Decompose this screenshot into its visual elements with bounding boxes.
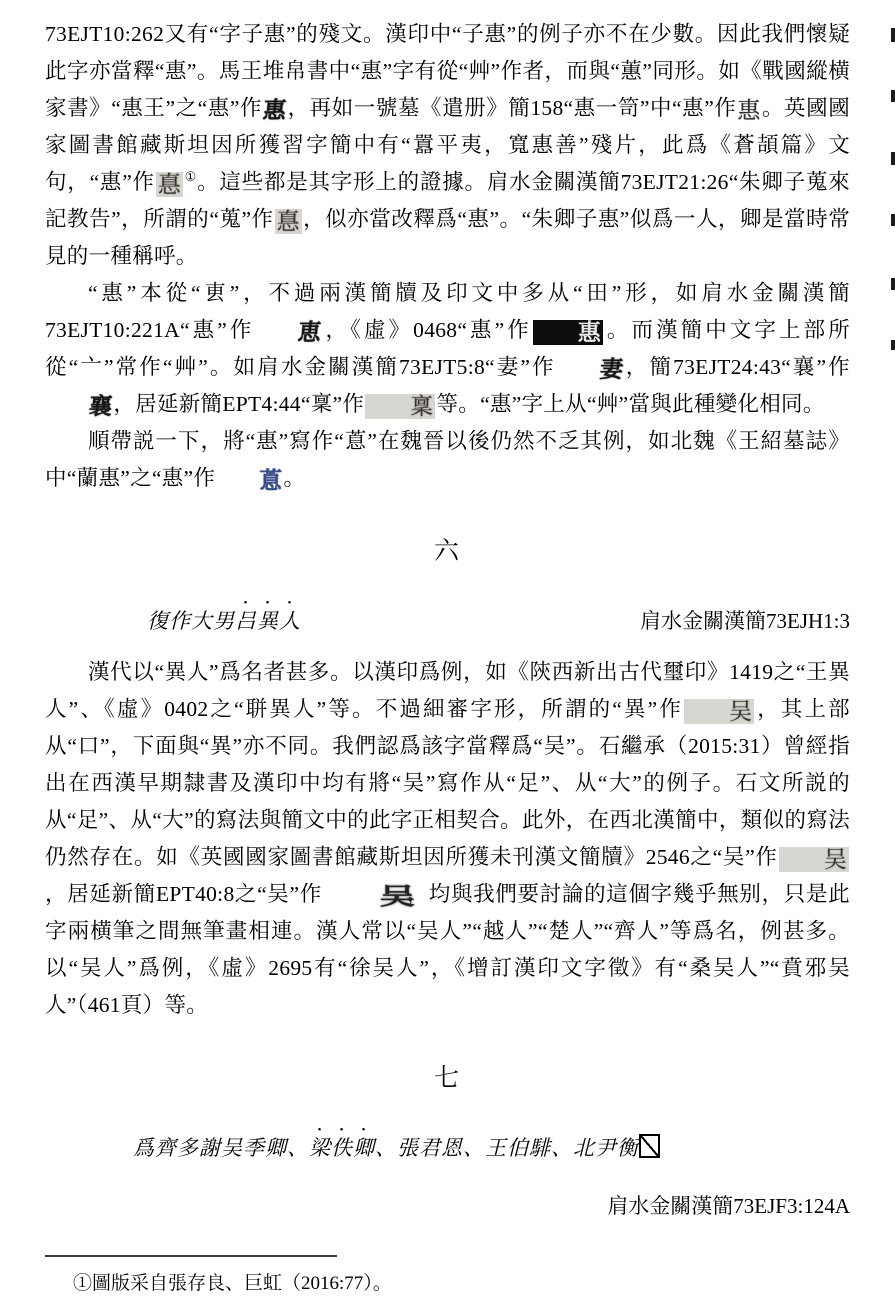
ancient-glyph-image: 惠 [261,98,288,123]
ancient-glyph-image: 惠 [737,98,761,123]
text-run: 漢代以“異人”爲名者甚多。以漢印爲例，如《陝西新出古代璽印》1419之“王異人”、《虛》0402之“聠異人”等。不過細審字形，所謂的“異”作 [45,660,850,721]
ancient-glyph-image: 襄 [87,394,114,419]
missing-character-box [639,1134,660,1158]
ancient-glyph-image: 吴 [684,699,754,724]
text-run: 順帶説一下，將“惠”寫作“蒠”在魏晉以後仍然不乏其例，如北魏《王紹墓誌》中“蘭惠”之“惠”作 [45,429,850,490]
scan-artifact [891,152,895,165]
paragraph-wei-jin-note [45,423,850,497]
emphasized-name: 梁佚卿 [309,1136,375,1160]
scan-artifact [891,90,895,102]
text-run: 。英國國家圖書館藏斯坦因所獲習字簡中有“囂平夷，寬惠善”殘片，此爲《蒼頡篇》文句，“惠”作 [45,96,850,194]
slip-reference: 肩水金關漢簡73EJH1:3 [640,609,850,633]
text-run: ，均與我們要討論的這個字幾乎無别，只是此字兩横筆之間無筆畫相連。漢人常以“吴人”“越人”“楚人”“齊人”等爲名，例甚多。以“吴人”爲例，《虛》2695有“徐吴人”，《增訂漢印文字徵》有“桑吴人”“賁邪吴人”（461頁）等。 [45,882,850,1017]
scan-artifact [891,278,895,290]
paragraph-hui-forms [45,275,850,423]
text-run: 爲齊多謝吴季卿、 [133,1136,309,1160]
text-run: 、張君恩、王伯騑、北尹衡 [375,1136,639,1160]
text-run: 73EJT10:262又有“字子惠”的殘文。漢印中“子惠”的例子亦不在少數。因此我們懷疑此字亦當釋“惠”。馬王堆帛書中“惠”字有從“艸”作者，而與“蕙”同形。如《戰國縱横家書》“惠王”之“惠”作 [45,22,850,120]
footnote-text: ①圖版采自張存良、巨虹（2016:77）。 [73,1273,392,1294]
ancient-glyph-image: 惪 [157,172,182,197]
ancient-glyph-image-blue: 蒠 [259,468,283,493]
scan-artifact [891,340,895,350]
paragraph-yiren-discussion [45,654,850,1024]
text-run: 。 [283,466,306,490]
emphasized-name: 吕異人 [235,609,301,633]
text-run: “惠”本從“叀”，不過兩漢簡牘及印文中多从“田”形，如肩水金關漢簡73EJT10:221A“惠”作 [45,281,850,342]
text-run: 等。“惠”字上从“艸”當與此種變化相同。 [436,392,825,416]
ancient-glyph-image: 妻 [598,357,625,382]
text-run: ，似亦當改釋爲“惠”。“朱卿子惠”似爲一人，卿是當時常見的一種稱呼。 [45,207,850,268]
seal-impression-image: 惠 [533,320,603,345]
text-run: ，簡73EJT24:43“襄”作 [623,355,850,379]
footnote-separator [45,1255,337,1257]
scan-artifact [891,214,895,226]
text-run: 復作大男 [147,609,235,633]
slip-quote-text [133,1124,850,1167]
slip-reference: 肩水金關漢簡73EJF3:124A [607,1194,850,1218]
text-run: ，居延新簡EPT40:8之“吴”作 [45,882,322,906]
text-run: ，《虛》0468“惠”作 [322,318,532,342]
ancient-glyph-image: 吴 [779,847,849,872]
footnote-area [45,1255,850,1299]
section-heading-seven: 七 [433,1065,461,1092]
scan-artifact [891,28,895,42]
section-heading-six: 六 [433,538,461,565]
text-run: ，其上部从“口”，下面與“異”亦不同。我們認爲該字當釋爲“吴”。石繼承（2015:31）曾經指出在西漢早期隸書及漢印中均有將“吴”寫作从“足”、从“大”的例子。石文所説的从“足”、从“大”的寫法與簡文中的此字正相契合。此外，在西北漢簡中，類似的寫法仍然存在。如《英國國家圖書館藏斯坦因所獲未刊漢文簡牘》2546之“吴”作 [45,697,850,869]
ancient-glyph-image: 惪 [276,209,300,234]
slip-quote-text [147,597,301,640]
slip-quote-block [45,597,850,640]
ancient-glyph-image: 恵 [297,320,324,345]
paragraph-hui-evidence [45,16,850,275]
text-run: ，再如一號墓《遣册》簡158“惠一笥”中“惠”作 [287,96,737,120]
ancient-glyph-image: 吴 [379,884,416,909]
text-run: ，居延新簡EPT4:44“稟”作 [113,392,365,416]
text-run: 。而漢簡中文字上部所從“亠”常作“艸”。如肩水金關漢簡73EJT5:8“妻”作 [45,318,850,379]
footnote-marker: ① [184,168,198,184]
ancient-glyph-image: 稟 [365,394,435,419]
text-run: 。這些都是其字形上的證據。肩水金關漢簡73EJT21:26“朱卿子蒐來記教告”，所謂的“蒐”作 [45,170,850,231]
